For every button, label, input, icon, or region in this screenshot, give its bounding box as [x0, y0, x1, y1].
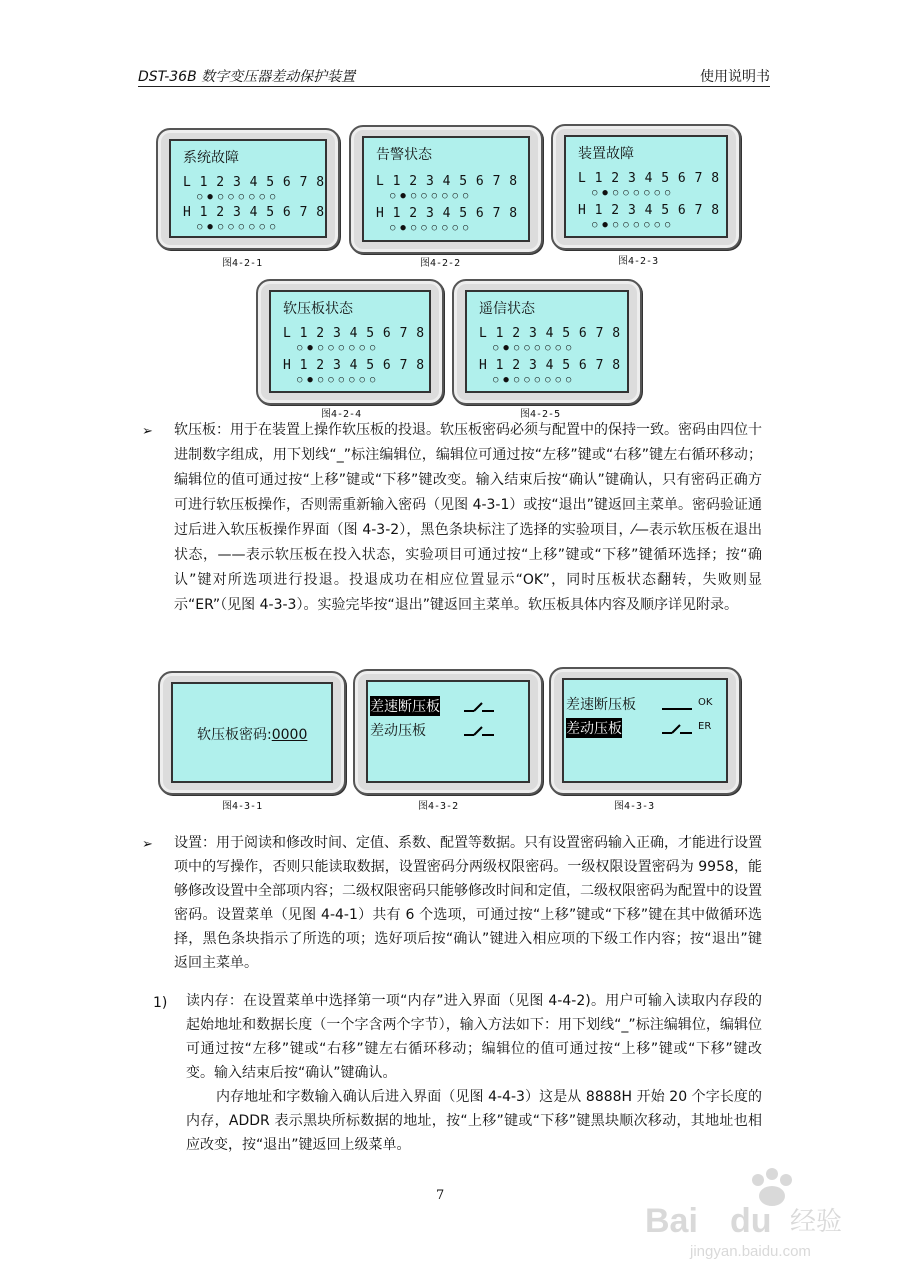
figure-caption: 图4-3-3 — [614, 801, 655, 812]
header-title: DST-36B 数字变压器差动保护装置 — [138, 69, 356, 85]
figure-caption: 图4-2-3 — [618, 256, 659, 267]
baidu-watermark — [640, 1160, 860, 1260]
lcd-panel-4-2-4 — [256, 279, 444, 405]
screen-title: 系统故障 — [183, 150, 239, 166]
lcd-panel-4-2-2 — [349, 125, 543, 254]
h-row: H 1 2 3 4 5 6 7 8 — [479, 358, 621, 373]
lcd-panel-4-3-3 — [549, 667, 741, 795]
figure-caption: 图4-2-2 — [420, 258, 461, 269]
menu-item: 差速断压板 — [566, 697, 636, 713]
svg-text:du: du — [730, 1202, 772, 1240]
l-row: L 1 2 3 4 5 6 7 8 — [578, 171, 720, 186]
screen-title: 软压板状态 — [283, 301, 353, 317]
h-dots: ○●○○○○○○ — [197, 222, 281, 232]
baidu-paw-logo-icon — [640, 1160, 860, 1260]
list-number: 1) — [153, 995, 168, 1011]
switch-off-icon — [464, 724, 494, 738]
lcd-screen — [564, 135, 728, 238]
figure-caption: 图4-2-5 — [520, 409, 561, 420]
password-value: 0000 — [271, 727, 308, 743]
figure-caption: 图4-2-1 — [222, 258, 263, 269]
h-row: H 1 2 3 4 5 6 7 8 — [578, 203, 720, 218]
l-dots: ○●○○○○○○ — [390, 191, 474, 201]
page-number: 7 — [436, 1188, 445, 1203]
status-ok: OK — [698, 697, 713, 708]
paragraph-settings: 设置：用于阅读和修改时间、定值、系数、配置等数据。只有设置密码输入正确，才能进行设置项中的写操作，否则只能读取数据，设置密码分两级权限密码。一级权限设置密码为 9958，能够修改设置中全部项内容；二级权限密码只能够修改时间和定值，二级权限密码为配置中的设置密码。设置菜单（见图 4-4-1）共有 6 个选项，可通过按“上移”键或“下移”键在其中做循环选择，黑色条块指示了所选的项；选好项后按“确认”键进入相应项的下级工作内容；按“退出”键返回主菜单。 — [174, 835, 762, 971]
lcd-screen — [465, 290, 629, 393]
h-row: H 1 2 3 4 5 6 7 8 — [283, 358, 425, 373]
figure-caption: 图4-3-1 — [222, 801, 263, 812]
password-label — [197, 724, 307, 744]
lcd-screen — [562, 678, 728, 783]
lcd-screen — [169, 139, 327, 238]
l-dots: ○●○○○○○○ — [493, 343, 577, 353]
menu-item: 差动压板 — [370, 723, 426, 739]
lcd-panel-4-2-1 — [156, 128, 340, 250]
h-row: H 1 2 3 4 5 6 7 8 — [183, 205, 325, 220]
lcd-panel-4-2-5 — [452, 279, 642, 405]
menu-item-selected: 差动压板 — [566, 718, 622, 738]
lcd-screen — [362, 136, 530, 242]
l-row: L 1 2 3 4 5 6 7 8 — [479, 326, 621, 341]
header-doc-type: 使用说明书 — [700, 69, 770, 85]
l-dots: ○●○○○○○○ — [592, 188, 676, 198]
switch-on-icon — [662, 698, 692, 712]
lcd-panel-4-3-1 — [158, 671, 346, 795]
l-dots: ○●○○○○○○ — [297, 343, 381, 353]
page-header — [138, 66, 770, 88]
screen-title: 遥信状态 — [479, 301, 535, 317]
h-dots: ○●○○○○○○ — [592, 220, 676, 230]
menu-item-selected: 差速断压板 — [370, 696, 440, 716]
switch-off-icon — [464, 700, 494, 714]
l-dots: ○●○○○○○○ — [197, 192, 281, 202]
status-er: ER — [698, 721, 712, 732]
lcd-panel-4-3-2 — [353, 669, 543, 795]
lcd-screen — [171, 682, 333, 783]
lcd-panel-4-2-3 — [551, 124, 741, 250]
figure-caption: 图4-3-2 — [418, 801, 459, 812]
screen-title: 告警状态 — [376, 147, 432, 163]
password-label-text: 软压板密码: — [197, 727, 272, 743]
watermark-url: jingyan.baidu.com — [690, 1243, 811, 1260]
screen-title: 装置故障 — [578, 146, 634, 162]
l-row: L 1 2 3 4 5 6 7 8 — [283, 326, 425, 341]
bullet-arrow: ➢ — [142, 837, 153, 852]
header-rule — [138, 86, 770, 87]
paragraph-read-memory: 读内存：在设置菜单中选择第一项“内存”进入界面（见图 4-4-2)。用户可输入读取内存段的起始地址和数据长度（一个字含两个字节），输入方法如下：用下划线“_”标注编辑位，编辑位可通过按“左移”键或“右移”键左右循环移动；编辑位的值可通过按“上移”键或“下移”键改变。输入结束后按“确认”键确认。 — [186, 993, 762, 1081]
h-dots: ○●○○○○○○ — [297, 375, 381, 385]
svg-text:经验: 经验 — [790, 1207, 843, 1237]
h-row: H 1 2 3 4 5 6 7 8 — [376, 206, 518, 221]
switch-off-icon — [662, 722, 692, 736]
paragraph-read-memory-2: 内存地址和字数输入确认后进入界面（见图 4-4-3）这是从 8888H 开始 20 个字长度的内存，ADDR 表示黑块所标数据的地址，按“上移”键或“下移”键黑块顺次移动，其地址也相应改变，按“退出”键返回上级菜单。 — [186, 1089, 762, 1153]
h-dots: ○●○○○○○○ — [390, 223, 474, 233]
svg-text:Bai: Bai — [645, 1202, 698, 1240]
h-dots: ○●○○○○○○ — [493, 375, 577, 385]
l-row: L 1 2 3 4 5 6 7 8 — [183, 175, 325, 190]
paragraph-soft-plate: 软压板：用于在装置上操作软压板的投退。软压板密码必须与配置中的保持一致。密码由四位十进制数字组成，用下划线“_”标注编辑位，编辑位可通过按“左移”键或“右移”键左右循环移动；编辑位的值可通过按“上移”键或“下移”键改变。输入结束后按“确认”键确认，只有密码正确方可进行软压板操作，否则需重新输入密码（见图 4-3-1）或按“退出”键返回主菜单。密码验证通过后进入软压板操作界面（图 4-3-2），黑色条块标注了选择的实验项目，⁄—表示软压板在退出状态，——表示软压板在投入状态，实验项目可通过按“上移”键或“下移”键循环选择；按“确认”键对所选项进行投退。投退成功在相应位置显示“OK”，同时压板状态翻转，失败则显示“ER”（见图 4-3-3）。实验完毕按“退出”键返回主菜单。软压板具体内容及顺序详见附录。 — [174, 422, 762, 613]
l-row: L 1 2 3 4 5 6 7 8 — [376, 174, 518, 189]
figure-caption: 图4-2-4 — [321, 409, 362, 420]
lcd-screen — [366, 680, 530, 783]
lcd-screen — [269, 290, 431, 393]
bullet-arrow: ➢ — [142, 424, 153, 439]
